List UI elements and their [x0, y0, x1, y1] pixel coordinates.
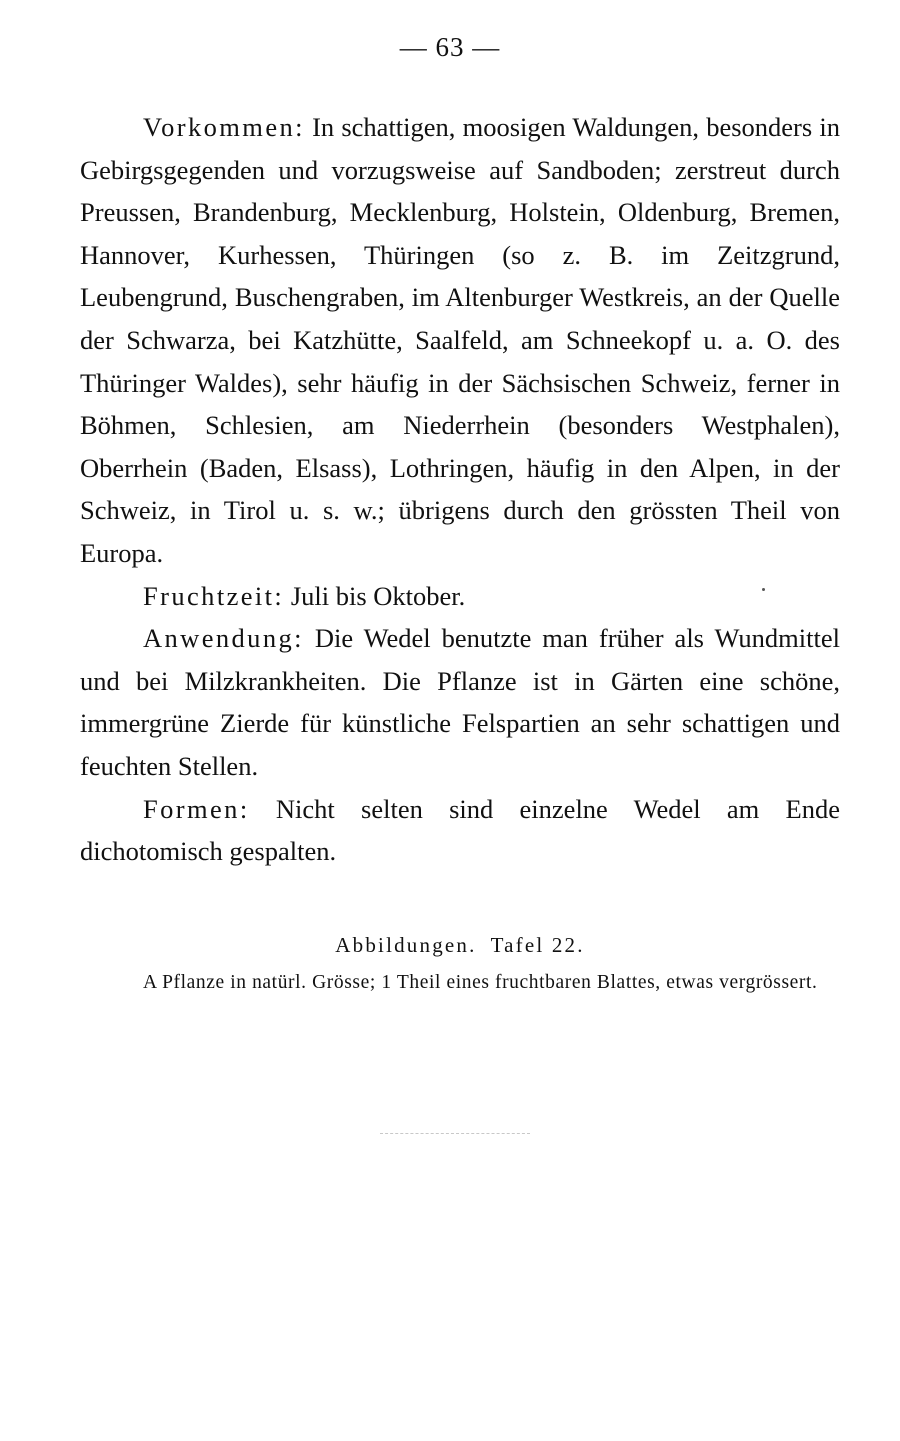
text-use: Die Wedel benutzte man früher als Wundmittel und bei Milzkrankheiten. Die Pflanze ist in Gärten eine schöne, immergrüne Zierde für künstliche Felspartien an sehr schattigen und feuchten Stellen. — [80, 623, 840, 781]
faint-rule-divider — [380, 1133, 530, 1134]
text-occurrence: In schattigen, moosigen Waldungen, besonders in Gebirgsgegenden und vorzugsweise auf Sandboden; zerstreut durch Preussen, Brandenburg, Mecklenburg, Holstein, Oldenburg, Bremen, Hannover, Kurhessen, Thüringen (so z. B. im Zeitzgrund, Leubengrund, Buschengraben, im Altenburger Westkreis, an der Quelle der Schwarza, bei Katzhütte, Saalfeld, am Schneekopf u. a. O. des Thüringer Waldes), sehr häufig in der Sächsischen Schweiz, ferner in Böhmen, Schlesien, am Niederrhein (besonders Westphalen), Oberrhein (Baden, Elsass), Lothringen, häufig in den Alpen, in der Schweiz, in Tirol u. s. w.; übrigens durch den grössten Theil von Europa. — [80, 112, 840, 568]
text-forms: Nicht selten sind einzelne Wedel am Ende dichotomisch gespalten. — [80, 793, 840, 867]
paragraph-forms — [80, 788, 840, 873]
term-use: Anwendung: — [143, 623, 304, 654]
page-number: — 63 — — [399, 32, 501, 62]
text-fruiting-time: Juli bis Oktober. — [284, 580, 466, 611]
paragraph-fruiting-time — [80, 575, 840, 618]
ink-speck — [762, 588, 765, 591]
plate-number: Tafel 22. — [490, 933, 585, 957]
term-forms: Formen: — [143, 793, 250, 824]
illustrations-caption — [80, 928, 840, 998]
illustrations-heading-line — [80, 928, 840, 962]
paragraph-use — [80, 617, 840, 787]
illustrations-description: A Pflanze in natürl. Grösse; 1 Theil eines fruchtbaren Blattes, etwas vergrössert. — [143, 972, 818, 993]
body-text — [80, 106, 840, 873]
term-fruiting-time: Fruchtzeit: — [143, 580, 285, 611]
illustrations-heading: Abbildungen. — [335, 933, 477, 957]
term-occurrence: Vorkommen: — [143, 112, 305, 142]
paragraph-occurrence — [80, 106, 840, 575]
